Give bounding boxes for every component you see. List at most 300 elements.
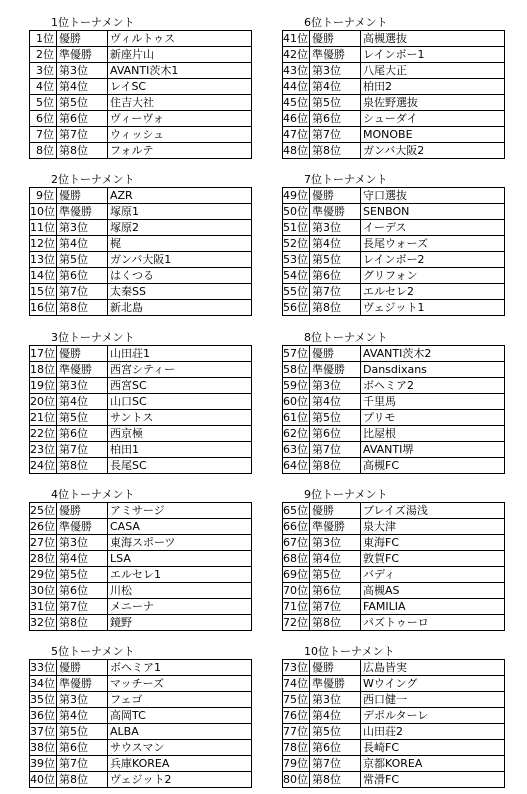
table-row xyxy=(30,583,252,599)
placement-cell: 第3位 xyxy=(310,220,361,236)
placement-cell: 第5位 xyxy=(57,410,108,426)
team-name-cell: AVANTI茨木1 xyxy=(108,63,252,79)
table-row xyxy=(30,708,252,724)
team-name-cell: 川松 xyxy=(108,583,252,599)
placement-cell: 第3位 xyxy=(310,378,361,394)
placement-cell: 第4位 xyxy=(57,394,108,410)
tournament-title: 4位トーナメント xyxy=(51,488,135,501)
overall-rank-cell: 72位 xyxy=(283,615,308,629)
table-row xyxy=(283,346,505,362)
table-row xyxy=(30,442,252,458)
placement-cell: 第7位 xyxy=(310,756,361,772)
team-name-cell: 新北島 xyxy=(110,300,143,314)
table-row xyxy=(30,535,252,551)
table-row xyxy=(283,95,505,111)
table-row xyxy=(283,47,505,63)
tournament-block xyxy=(282,172,505,316)
team-name-cell: 守口選抜 xyxy=(361,188,505,204)
team-name-cell: 高槻選抜 xyxy=(361,31,505,47)
table-row xyxy=(30,127,252,143)
overall-rank-cell: 62位 xyxy=(283,426,308,440)
overall-rank-cell: 45位 xyxy=(283,95,308,109)
overall-rank-cell: 30位 xyxy=(30,583,55,597)
overall-rank-cell: 7位 xyxy=(30,127,57,143)
table-row xyxy=(283,127,505,143)
overall-rank-cell: 8位 xyxy=(30,143,57,159)
team-name-cell: ヴィーヴォ xyxy=(108,111,252,127)
table-row xyxy=(283,458,505,474)
team-name-cell: 泉佐野選抜 xyxy=(361,95,505,111)
table-row xyxy=(283,362,505,378)
overall-rank-cell: 73位 xyxy=(283,660,308,674)
team-name-cell: レインボー2 xyxy=(361,252,505,268)
table-row xyxy=(283,676,505,692)
overall-rank-cell: 80位 xyxy=(283,772,308,786)
team-name-cell: 山口SC xyxy=(108,394,252,410)
placement-cell: 優勝 xyxy=(310,31,361,47)
team-name-cell: 比屋根 xyxy=(361,426,505,442)
overall-rank-cell: 9位 xyxy=(30,188,57,204)
team-name-cell: 八尾大正 xyxy=(361,63,505,79)
placement-cell: 第3位 xyxy=(57,535,108,551)
overall-rank-cell: 59位 xyxy=(283,378,308,392)
table-row xyxy=(30,519,252,535)
table-row xyxy=(30,47,252,63)
overall-rank-cell: 32位 xyxy=(30,615,55,629)
placement-cell: 第4位 xyxy=(57,708,108,724)
placement-cell: 第6位 xyxy=(310,740,361,756)
table-row xyxy=(30,252,252,268)
team-name-cell: 広島皆実 xyxy=(361,660,505,676)
table-row xyxy=(283,519,505,535)
placement-cell: 優勝 xyxy=(57,346,108,362)
team-name-cell: AVANTI堺 xyxy=(361,442,505,458)
team-name-cell: バディ xyxy=(361,567,505,583)
overall-rank-cell: 37位 xyxy=(30,724,55,738)
team-name-cell: はくつる xyxy=(108,268,252,284)
placement-cell: 第4位 xyxy=(310,551,361,567)
overall-rank-cell: 50位 xyxy=(283,204,308,218)
team-name-cell: 東海FC xyxy=(361,535,505,551)
results-table xyxy=(29,345,252,474)
table-row xyxy=(30,615,252,631)
placement-cell: 第5位 xyxy=(57,252,108,268)
placement-cell: 第4位 xyxy=(310,394,361,410)
table-row xyxy=(283,220,505,236)
team-name-cell: デポルターレ xyxy=(361,708,505,724)
table-row xyxy=(30,236,252,252)
placement-cell: 優勝 xyxy=(310,346,361,362)
team-name-cell: ヴェジット2 xyxy=(110,772,172,786)
team-name-cell: ボヘミア1 xyxy=(108,660,252,676)
results-table xyxy=(282,30,505,159)
overall-rank-cell: 10位 xyxy=(30,204,55,218)
overall-rank-cell: 27位 xyxy=(30,535,55,549)
overall-rank-cell: 79位 xyxy=(283,756,308,770)
team-name-cell: AZR xyxy=(108,188,252,204)
table-row xyxy=(283,503,505,519)
team-name-cell: 柏田1 xyxy=(108,442,252,458)
table-row xyxy=(283,268,505,284)
team-name-cell: 梶 xyxy=(108,236,252,252)
placement-cell: 第5位 xyxy=(57,567,108,583)
placement-cell: 優勝 xyxy=(57,660,108,676)
overall-rank-cell: 64位 xyxy=(283,458,308,472)
placement-cell: 第6位 xyxy=(310,583,361,599)
team-name-cell: 高槻FC xyxy=(363,458,400,472)
placement-cell: 第5位 xyxy=(310,567,361,583)
team-name-cell: ヴィルトゥス xyxy=(108,31,252,47)
table-row xyxy=(30,204,252,220)
overall-rank-cell: 5位 xyxy=(30,95,57,111)
overall-rank-cell: 23位 xyxy=(30,442,55,456)
placement-cell: 準優勝 xyxy=(310,204,361,220)
team-name-cell: 京都KOREA xyxy=(361,756,505,772)
overall-rank-cell: 3位 xyxy=(30,63,57,79)
team-name-cell: ヴェジット1 xyxy=(363,300,425,314)
table-row xyxy=(283,756,505,772)
overall-rank-cell: 78位 xyxy=(283,740,308,754)
overall-rank-cell: 42位 xyxy=(283,47,308,61)
overall-rank-cell: 46位 xyxy=(283,111,308,125)
table-row xyxy=(283,535,505,551)
placement-cell: 第5位 xyxy=(57,95,108,111)
table-row xyxy=(30,300,252,316)
placement-cell: 第3位 xyxy=(310,63,361,79)
placement-cell: 第4位 xyxy=(57,79,108,95)
overall-rank-cell: 16位 xyxy=(30,300,55,314)
table-row xyxy=(30,188,252,204)
placement-cell: 優勝 xyxy=(57,31,108,47)
table-row xyxy=(30,268,252,284)
tournament-block xyxy=(29,15,252,159)
overall-rank-cell: 36位 xyxy=(30,708,55,722)
overall-rank-cell: 33位 xyxy=(30,660,55,674)
placement-cell: 第7位 xyxy=(57,442,108,458)
table-row xyxy=(283,567,505,583)
tournament-title: 8位トーナメント xyxy=(304,331,388,344)
overall-rank-cell: 56位 xyxy=(283,300,308,314)
team-name-cell: ブレイズ湯浅 xyxy=(361,503,505,519)
overall-rank-cell: 12位 xyxy=(30,236,55,250)
overall-rank-cell: 67位 xyxy=(283,535,308,549)
placement-cell: 第6位 xyxy=(57,111,108,127)
overall-rank-cell: 29位 xyxy=(30,567,55,581)
overall-rank-cell: 39位 xyxy=(30,756,55,770)
table-row xyxy=(283,708,505,724)
table-row xyxy=(283,615,505,631)
team-name-cell: イーデス xyxy=(361,220,505,236)
team-name-cell: ALBA xyxy=(108,724,252,740)
table-row xyxy=(30,95,252,111)
placement-cell: 準優勝 xyxy=(57,47,108,63)
table-row xyxy=(30,63,252,79)
team-name-cell: 東海スポーツ xyxy=(108,535,252,551)
tournament-title: 10位トーナメント xyxy=(304,645,395,658)
tournament-block xyxy=(282,330,505,474)
results-table xyxy=(29,30,252,159)
placement-cell: 第8位 xyxy=(57,143,108,159)
overall-rank-cell: 38位 xyxy=(30,740,55,754)
placement-cell: 第5位 xyxy=(310,410,361,426)
overall-rank-cell: 21位 xyxy=(30,410,55,424)
table-row xyxy=(283,583,505,599)
overall-rank-cell: 49位 xyxy=(283,188,308,202)
placement-cell: 第7位 xyxy=(310,442,361,458)
results-table xyxy=(282,659,505,788)
tournament-block xyxy=(282,15,505,159)
placement-cell: 第7位 xyxy=(57,127,108,143)
tournament-title: 7位トーナメント xyxy=(304,173,388,186)
placement-cell: 第3位 xyxy=(57,692,108,708)
overall-rank-cell: 6位 xyxy=(30,111,57,127)
overall-rank-cell: 58位 xyxy=(283,362,308,376)
table-row xyxy=(30,426,252,442)
table-row xyxy=(30,220,252,236)
overall-rank-cell: 53位 xyxy=(283,252,308,266)
team-name-cell: 西口健一 xyxy=(361,692,505,708)
overall-rank-cell: 1位 xyxy=(30,31,57,47)
placement-cell: 第8位 xyxy=(57,615,108,631)
team-name-cell: マッチーズ xyxy=(108,676,252,692)
placement-cell: 第4位 xyxy=(310,236,361,252)
overall-rank-cell: 48位 xyxy=(283,143,308,157)
placement-cell: 第7位 xyxy=(57,284,108,300)
table-row xyxy=(30,551,252,567)
placement-cell: 第6位 xyxy=(57,583,108,599)
placement-cell: 第3位 xyxy=(310,535,361,551)
table-row xyxy=(30,724,252,740)
table-row xyxy=(30,692,252,708)
table-row xyxy=(283,772,505,788)
overall-rank-cell: 71位 xyxy=(283,599,308,613)
team-name-cell: 泉大津 xyxy=(361,519,505,535)
team-name-cell: プリモ xyxy=(361,410,505,426)
placement-cell: 第7位 xyxy=(310,599,361,615)
placement-cell: 準優勝 xyxy=(57,204,108,220)
overall-rank-cell: 34位 xyxy=(30,676,55,690)
results-table xyxy=(29,659,252,788)
tournament-block xyxy=(282,644,505,788)
placement-cell: 第6位 xyxy=(57,268,108,284)
placement-cell: 第8位 xyxy=(310,772,361,788)
team-name-cell: 西京極 xyxy=(108,426,252,442)
table-row xyxy=(283,252,505,268)
overall-rank-cell: 31位 xyxy=(30,599,55,613)
overall-rank-cell: 65位 xyxy=(283,503,308,517)
team-name-cell: パズトゥーロ xyxy=(363,615,429,629)
team-name-cell: シューダイ xyxy=(361,111,505,127)
table-row xyxy=(283,551,505,567)
placement-cell: 第5位 xyxy=(310,252,361,268)
table-row xyxy=(283,410,505,426)
placement-cell: 第8位 xyxy=(310,615,361,631)
team-name-cell: 高槻AS xyxy=(361,583,505,599)
team-name-cell: 山田荘1 xyxy=(108,346,252,362)
tournament-block xyxy=(29,330,252,474)
team-name-cell: SENBON xyxy=(361,204,505,220)
team-name-cell: 住吉大社 xyxy=(108,95,252,111)
table-row xyxy=(283,188,505,204)
placement-cell: 第4位 xyxy=(310,79,361,95)
placement-cell: 優勝 xyxy=(57,188,108,204)
overall-rank-cell: 19位 xyxy=(30,378,55,392)
placement-cell: 第4位 xyxy=(57,551,108,567)
table-row xyxy=(30,458,252,474)
placement-cell: 優勝 xyxy=(310,503,361,519)
table-row xyxy=(30,740,252,756)
team-name-cell: MONOBE xyxy=(361,127,505,143)
overall-rank-cell: 40位 xyxy=(30,772,55,786)
table-row xyxy=(283,143,505,159)
overall-rank-cell: 57位 xyxy=(283,346,308,360)
table-row xyxy=(30,660,252,676)
table-row xyxy=(283,660,505,676)
placement-cell: 準優勝 xyxy=(57,362,108,378)
placement-cell: 優勝 xyxy=(310,660,361,676)
tournament-title: 3位トーナメント xyxy=(51,331,135,344)
placement-cell: 第3位 xyxy=(57,63,108,79)
table-row xyxy=(30,676,252,692)
team-name-cell: 塚原1 xyxy=(108,204,252,220)
overall-rank-cell: 51位 xyxy=(283,220,308,234)
placement-cell: 第6位 xyxy=(57,740,108,756)
table-row xyxy=(30,756,252,772)
overall-rank-cell: 18位 xyxy=(30,362,55,376)
team-name-cell: フェゴ xyxy=(108,692,252,708)
table-row xyxy=(283,599,505,615)
placement-cell: 第6位 xyxy=(310,268,361,284)
overall-rank-cell: 15位 xyxy=(30,284,55,298)
overall-rank-cell: 35位 xyxy=(30,692,55,706)
team-name-cell: エルセレ1 xyxy=(108,567,252,583)
results-table xyxy=(282,187,505,316)
table-row xyxy=(30,378,252,394)
table-row xyxy=(30,599,252,615)
results-table xyxy=(29,502,252,631)
placement-cell: 第4位 xyxy=(57,236,108,252)
table-row xyxy=(283,204,505,220)
team-name-cell: ウィッシュ xyxy=(108,127,252,143)
overall-rank-cell: 77位 xyxy=(283,724,308,738)
overall-rank-cell: 70位 xyxy=(283,583,308,597)
team-name-cell: 鏡野 xyxy=(110,615,132,629)
overall-rank-cell: 17位 xyxy=(30,346,55,360)
table-row xyxy=(283,426,505,442)
overall-rank-cell: 41位 xyxy=(283,31,308,45)
overall-rank-cell: 75位 xyxy=(283,692,308,706)
overall-rank-cell: 76位 xyxy=(283,708,308,722)
overall-rank-cell: 28位 xyxy=(30,551,55,565)
table-row xyxy=(283,692,505,708)
table-row xyxy=(30,567,252,583)
placement-cell: 第4位 xyxy=(310,708,361,724)
overall-rank-cell: 44位 xyxy=(283,79,308,93)
team-name-cell: AVANTI茨木2 xyxy=(361,346,505,362)
table-row xyxy=(283,79,505,95)
overall-rank-cell: 60位 xyxy=(283,394,308,408)
team-name-cell: 太秦SS xyxy=(108,284,252,300)
placement-cell: 準優勝 xyxy=(310,676,361,692)
table-row xyxy=(30,394,252,410)
team-name-cell: LSA xyxy=(108,551,252,567)
placement-cell: 優勝 xyxy=(57,503,108,519)
placement-cell: 第6位 xyxy=(310,111,361,127)
team-name-cell: レイSC xyxy=(108,79,252,95)
table-row xyxy=(30,503,252,519)
overall-rank-cell: 55位 xyxy=(283,284,308,298)
placement-cell: 第8位 xyxy=(310,458,361,474)
table-row xyxy=(30,79,252,95)
overall-rank-cell: 24位 xyxy=(30,458,55,472)
placement-cell: 第7位 xyxy=(310,284,361,300)
table-row xyxy=(283,31,505,47)
table-row xyxy=(283,63,505,79)
table-row xyxy=(283,724,505,740)
overall-rank-cell: 74位 xyxy=(283,676,308,690)
overall-rank-cell: 66位 xyxy=(283,519,308,533)
placement-cell: 第5位 xyxy=(310,95,361,111)
team-name-cell: 兵庫KOREA xyxy=(108,756,252,772)
placement-cell: 第7位 xyxy=(310,127,361,143)
team-name-cell: 高岡TC xyxy=(108,708,252,724)
tournament-title: 6位トーナメント xyxy=(304,16,388,29)
overall-rank-cell: 14位 xyxy=(30,268,55,282)
placement-cell: 第3位 xyxy=(57,378,108,394)
team-name-cell: 塚原2 xyxy=(108,220,252,236)
team-name-cell: メニーナ xyxy=(108,599,252,615)
tournament-block xyxy=(282,487,505,631)
table-row xyxy=(283,111,505,127)
table-row xyxy=(30,362,252,378)
placement-cell: 優勝 xyxy=(310,188,361,204)
overall-rank-cell: 26位 xyxy=(30,519,55,533)
table-row xyxy=(30,284,252,300)
placement-cell: 準優勝 xyxy=(310,519,361,535)
overall-rank-cell: 43位 xyxy=(283,63,308,77)
team-name-cell: 西宮SC xyxy=(108,378,252,394)
overall-rank-cell: 4位 xyxy=(30,79,57,95)
table-row xyxy=(30,410,252,426)
team-name-cell: ボヘミア2 xyxy=(361,378,505,394)
overall-rank-cell: 63位 xyxy=(283,442,308,456)
placement-cell: 第5位 xyxy=(310,724,361,740)
placement-cell: 準優勝 xyxy=(57,676,108,692)
team-name-cell: Wウイング xyxy=(361,676,505,692)
placement-cell: 第3位 xyxy=(57,220,108,236)
placement-cell: 第8位 xyxy=(57,772,108,788)
overall-rank-cell: 25位 xyxy=(30,503,55,517)
placement-cell: 第3位 xyxy=(310,692,361,708)
tournament-title: 2位トーナメント xyxy=(51,173,135,186)
table-row xyxy=(283,284,505,300)
placement-cell: 第8位 xyxy=(310,143,361,159)
table-row xyxy=(30,772,252,788)
table-row xyxy=(283,378,505,394)
team-name-cell: ガンバ大阪1 xyxy=(108,252,252,268)
team-name-cell: FAMILIA xyxy=(361,599,505,615)
placement-cell: 準優勝 xyxy=(57,519,108,535)
team-name-cell: エルセレ2 xyxy=(361,284,505,300)
table-row xyxy=(30,31,252,47)
team-name-cell: 常滑FC xyxy=(363,772,400,786)
table-row xyxy=(283,236,505,252)
table-row xyxy=(283,300,505,316)
team-name-cell: フォルテ xyxy=(110,143,154,157)
table-row xyxy=(30,346,252,362)
placement-cell: 第5位 xyxy=(57,724,108,740)
team-name-cell: 長尾ウォーズ xyxy=(361,236,505,252)
